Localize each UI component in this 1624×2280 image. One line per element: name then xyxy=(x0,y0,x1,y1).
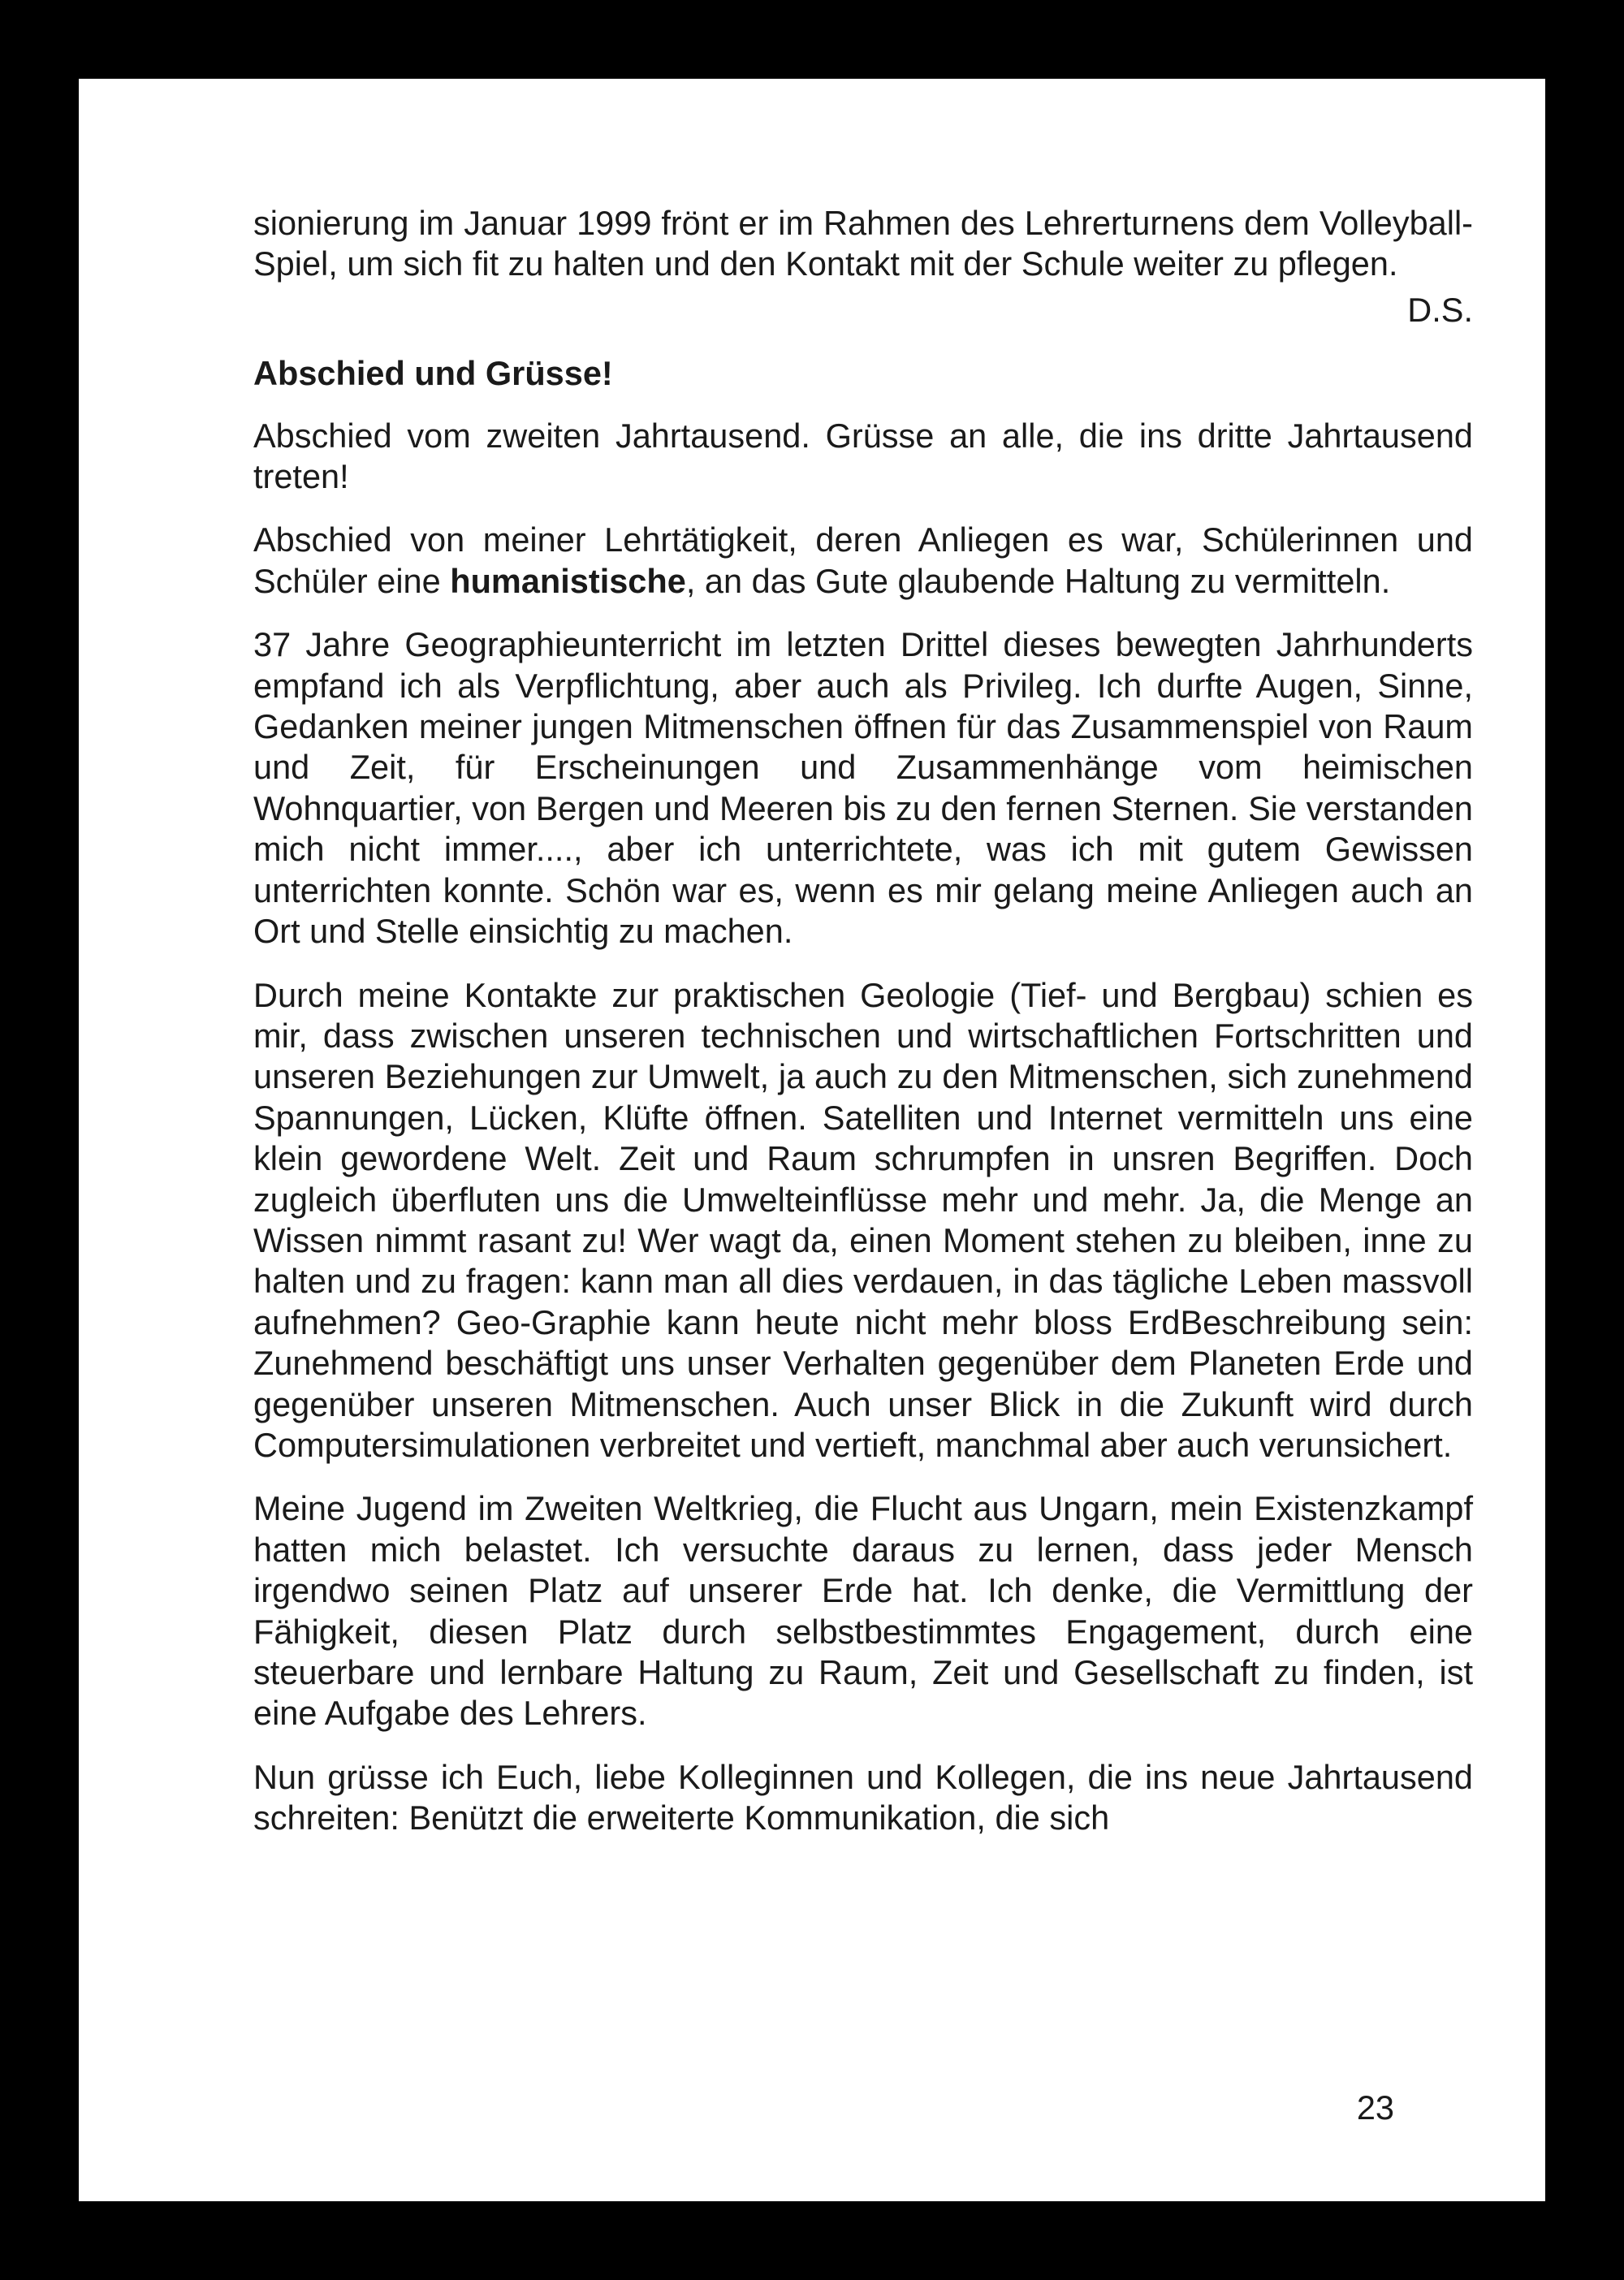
paragraph-youth-war: Meine Jugend im Zweiten Weltkrieg, die Flucht aus Ungarn, mein Existenzkampf hatten mich belastet. Ich versuchte daraus zu lernen, dass jeder Mensch irgendwo seinen Platz auf unserer Erde hat. Ich denke, die Vermittlung der Fähigkeit, diesen Platz durch selbstbestimmtes Engagement, durch eine steuerbare und lernbare Haltung zu Raum, Zeit und Gesellschaft zu finden, ist eine Aufgabe des Lehrers. xyxy=(253,1489,1473,1733)
page-number: 23 xyxy=(1356,2088,1394,2127)
emphasis-humanistic: humanistische xyxy=(450,561,686,600)
paragraph-text: Abschied von meiner Lehrtätigkeit, deren Anliegen es war, Schülerinnen und Schüler eine xyxy=(253,520,1473,600)
paragraph-farewell-teaching xyxy=(253,520,1473,602)
paragraph-farewell-millennium: Abschied vom zweiten Jahrtausend. Grüsse an alle, die ins dritte Jahrtausend treten! xyxy=(253,416,1473,496)
paragraph-text: , an das Gute glaubende Haltung zu vermitteln. xyxy=(685,561,1391,600)
paragraph-geography-years: 37 Jahre Geographieunterricht im letzten Drittel dieses bewegten Jahrhunderts empfand ich als Verpflichtung, aber auch als Privileg. Ich durfte Augen, Sinne, Gedanken meiner jungen Mitmenschen öffnen für das Zusammenspiel von Raum und Zeit, für Erscheinungen und Zusammenhänge vom heimischen Wohnquartier, von Bergen und Meeren bis zu den fernen Sternen. Sie verstanden mich nicht immer...., aber ich unterrichtete, was ich mit gutem Gewissen unterrichten konnte. Schön war es, wenn es mir gelang meine Anliegen auch an Ort und Stelle einsichtig zu machen. xyxy=(253,625,1473,951)
intro-paragraph: sionierung im Januar 1999 frönt er im Rahmen des Lehrerturnens dem Volleyball-Spiel, um sich fit zu halten und den Kontakt mit der Schule weiter zu pflegen. xyxy=(253,204,1473,283)
paragraph-greeting-colleagues: Nun grüsse ich Euch, liebe Kolleginnen und Kollegen, die ins neue Jahrtausend schreiten: Benützt die erweiterte Kommunikation, die sich xyxy=(253,1757,1473,1837)
page-content xyxy=(253,203,1473,1862)
author-signature: D.S. xyxy=(1407,290,1473,329)
document-page xyxy=(79,79,1545,2201)
paragraph-geology-contacts: Durch meine Kontakte zur praktischen Geologie (Tief- und Bergbau) schien es mir, dass zwischen unseren technischen und wirtschaftlichen Fortschritten und unseren Beziehungen zur Umwelt, ja auch zu den Mitmenschen, sich zunehmend Spannungen, Lücken, Klüfte öffnen. Satelliten und Internet vermitteln uns eine klein gewordene Welt. Zeit und Raum schrumpfen in unsren Begriffen. Doch zugleich überfluten uns die Umwelteinflüsse mehr und mehr. Ja, die Menge an Wissen nimmt rasant zu! Wer wagt da, einen Moment stehen zu bleiben, inne zu halten und zu fragen: kann man all dies verdauen, in das tägliche Leben massvoll aufnehmen? Geo-Graphie kann heute nicht mehr bloss ErdBeschreibung sein: Zunehmend beschäftigt uns unser Verhalten gegenüber dem Planeten Erde und gegenüber unseren Mitmenschen. Auch unser Blick in die Zukunft wird durch Computersimulationen verbreitet und vertieft, manchmal aber auch verunsichert. xyxy=(253,975,1473,1464)
section-heading: Abschied und Grüsse! xyxy=(253,354,613,393)
